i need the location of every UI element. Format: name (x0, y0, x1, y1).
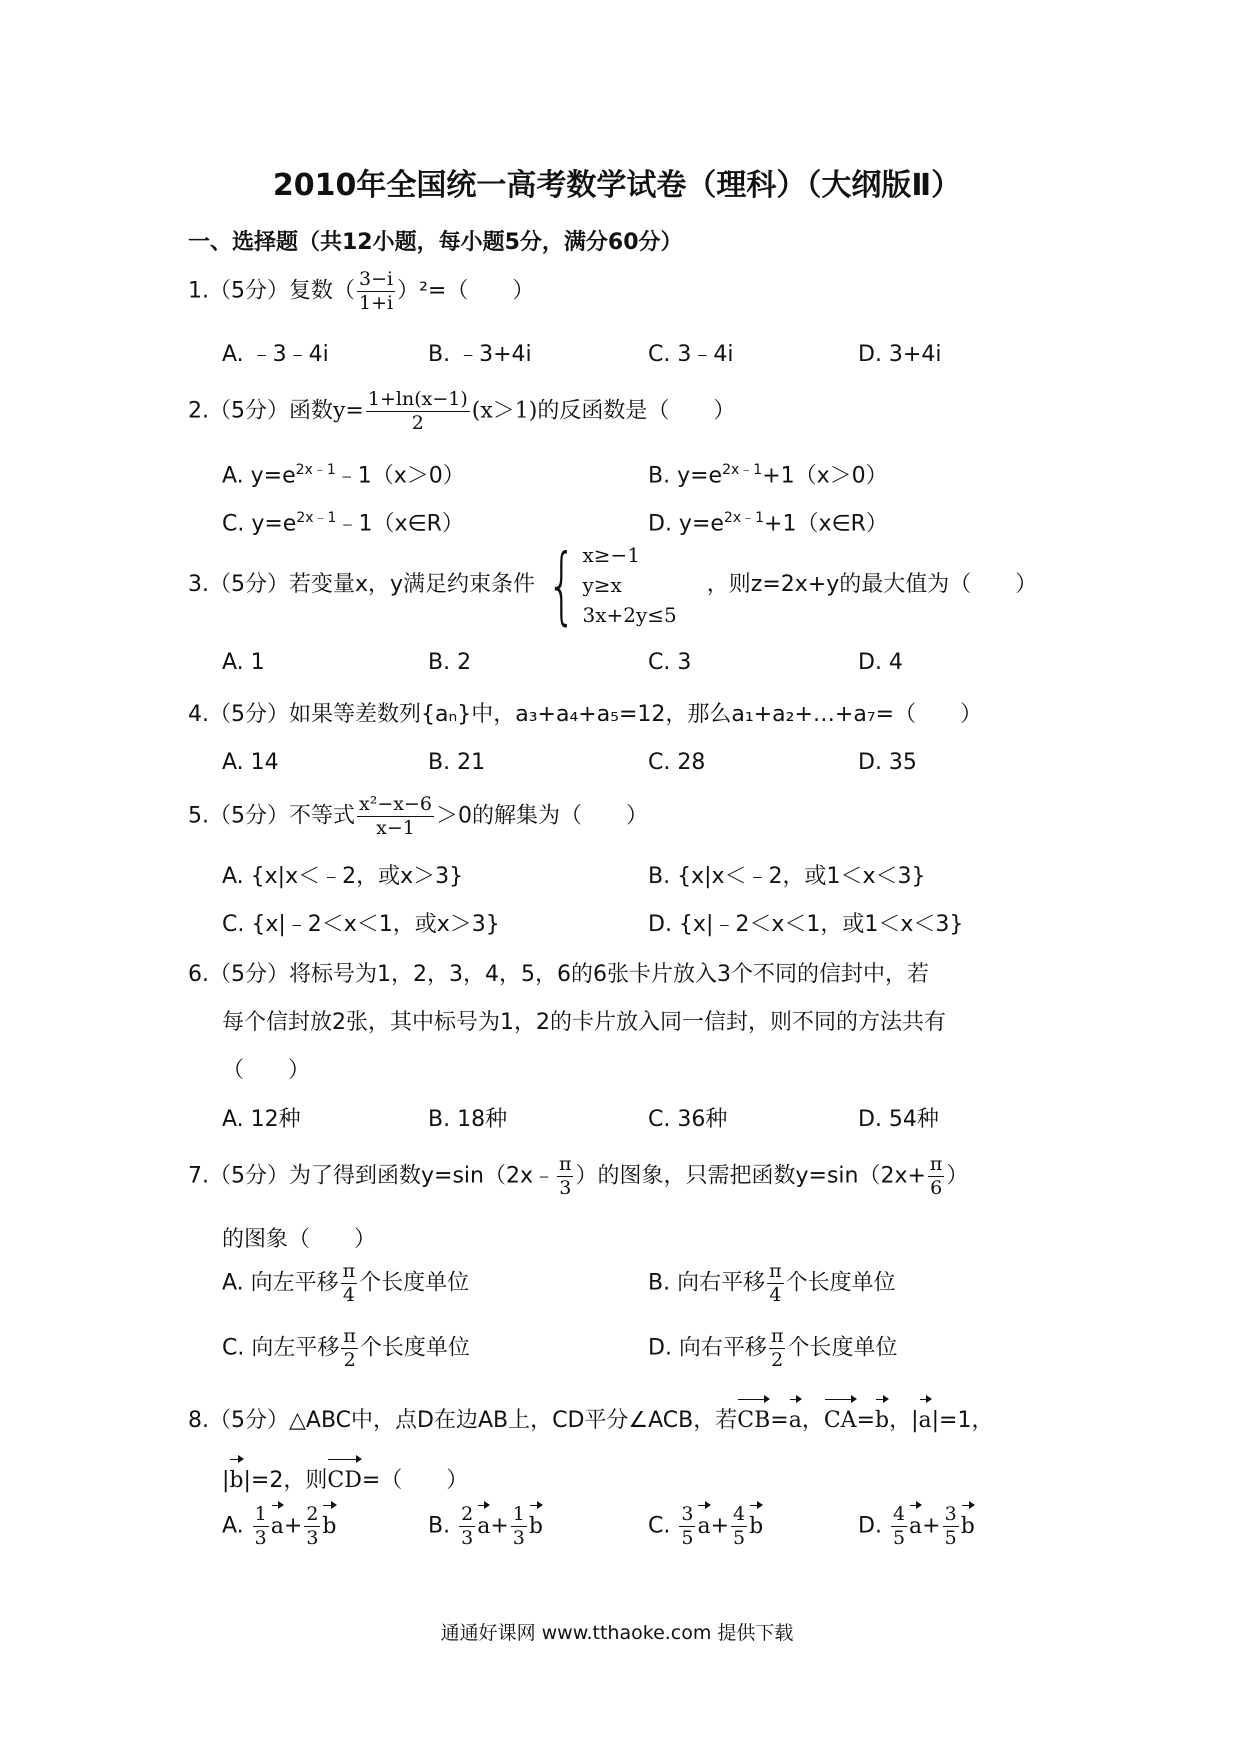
question-1-option-c: C. 3﹣4i (648, 342, 734, 367)
brace-symbol: { (547, 536, 577, 634)
fraction: $\frac{\pi}{4}$ (769, 1260, 782, 1306)
section-heading: 一、选择题（共12小题，每小题5分，满分60分） (188, 230, 683, 255)
vector-cd: CD (327, 1460, 361, 1496)
question-6-option-a: A. 12种 (222, 1107, 301, 1132)
fraction: $\frac{\pi}{6}$ (929, 1153, 943, 1199)
fraction: $\frac{1+\ln(x-1)}{2}$ (367, 388, 468, 434)
vector-a: a (477, 1506, 490, 1542)
vector-a: a (909, 1506, 922, 1542)
question-1-option-b: B. ﹣3+4i (428, 342, 532, 367)
fraction: $\frac{3}{5}$ (681, 1503, 694, 1549)
vector-b: b (229, 1460, 243, 1496)
question-3-option-c: C. 3 (648, 650, 692, 675)
question-4-option-a: A. 14 (222, 750, 279, 775)
fraction: $\frac{4}{5}$ (892, 1503, 906, 1549)
question-5-option-c: C. {x|﹣2＜x＜1，或x＞3} (222, 912, 500, 937)
fraction: $\frac{2}{3}$ (306, 1503, 319, 1549)
question-6-line-1: 6.（5分）将标号为1，2，3，4，5，6的6张卡片放入3个不同的信封中，若 (188, 962, 929, 987)
question-1-option-d: D. 3+4i (858, 342, 942, 367)
question-6-option-b: B. 18种 (428, 1107, 508, 1132)
fraction: $\frac{4}{5}$ (733, 1503, 746, 1549)
footer-credit: 通通好课网 www.tthaoke.com 提供下载 (440, 1622, 794, 1644)
page-title: 2010年全国统一高考数学试卷（理科）（大纲版Ⅱ） (272, 168, 962, 203)
question-8-option-c: C. $\frac{3}{5}$ a+ $\frac{4}{5}$ b (648, 1503, 764, 1549)
question-3-option-d: D. 4 (858, 650, 903, 675)
question-4-stem: 4.（5分）如果等差数列{aₙ}中，a₃+a₄+a₅=12，那么a₁+a₂+…+a₇=（ ） (188, 702, 983, 727)
question-2-option-b: B. $y=e^{2x﹣1}+1(x>0)$ (648, 462, 888, 489)
vector-b: b (322, 1506, 336, 1542)
question-1-stem: 1.（5分）复数（ $\frac{3-i}{1+i}$ ）²=（ ） (188, 268, 535, 314)
question-5-option-a: A. {x|x＜﹣2，或x＞3} (222, 864, 464, 889)
fraction: $\frac{3}{5}$ (944, 1503, 957, 1549)
vector-b: b (961, 1506, 975, 1542)
question-6-option-c: C. 36种 (648, 1107, 728, 1132)
question-2-option-a: A. $y=e^{2x﹣1}﹣1(x>0)$ (222, 462, 465, 489)
question-7-option-d: D. 向右平移 $\frac{\pi}{2}$ 个长度单位 (648, 1325, 898, 1371)
vector-cb: CB (737, 1400, 770, 1436)
fraction: $\frac{1}{3}$ (512, 1503, 525, 1549)
fraction: $\frac{\text{x²−x−6}}{x-1}$ (359, 793, 432, 839)
question-6-line-3: （ ） (222, 1058, 311, 1083)
question-3-stem: 3.（5分）若变量x，y满足约束条件 { x≥−1 y≥x 3x+2y≤5 ，则z=2x+y的最大值为（ ） (188, 536, 1038, 634)
vector-ca: CA (824, 1400, 857, 1436)
fraction: $\frac{3-i}{1+i}$ (359, 268, 394, 314)
question-8-option-b: B. $\frac{2}{3}$ a+ $\frac{1}{3}$ b (428, 1503, 543, 1549)
question-3-option-a: A. 1 (222, 650, 265, 675)
question-2-option-c: C. $y=e^{2x﹣1}﹣1(x\in R)$ (222, 510, 464, 537)
question-7-stem: 7.（5分）为了得到函数y=sin（2x﹣ $\frac{\pi}{3}$ ）的图象，只需把函数y=sin（2x+ $\frac{\pi}{6}$ ） (188, 1153, 969, 1199)
fraction: $\frac{\pi}{2}$ (343, 1325, 356, 1371)
question-8-line-2: |b|=2，则CD=（ ） (222, 1460, 468, 1496)
question-7-option-b: B. 向右平移 $\frac{\pi}{4}$ 个长度单位 (648, 1260, 896, 1306)
question-2-stem: 2.（5分）函数y= $\frac{1+\ln(x-1)}{2}$ (x＞1)的反函数是（ ） (188, 388, 736, 434)
vector-b: b (875, 1400, 889, 1436)
fraction: $\frac{\pi}{3}$ (558, 1153, 572, 1199)
fraction: $\frac{2}{3}$ (461, 1503, 474, 1549)
fraction: $\frac{\pi}{4}$ (342, 1260, 356, 1306)
question-8-option-a: A. $\frac{1}{3}$ a+ $\frac{2}{3}$ b (222, 1503, 337, 1549)
question-5-option-d: D. {x|﹣2＜x＜1，或1＜x＜3} (648, 912, 964, 937)
question-2-option-d: D. $y=e^{2x﹣1}+1(x\in R)$ (648, 510, 888, 537)
question-6-line-2: 每个信封放2张，其中标号为1，2的卡片放入同一信封，则不同的方法共有 (222, 1010, 946, 1035)
vector-b: b (749, 1506, 763, 1542)
question-5-option-b: B. {x|x＜﹣2，或1＜x＜3} (648, 864, 926, 889)
fraction: $\frac{\pi}{2}$ (770, 1325, 784, 1371)
vector-a: a (697, 1506, 710, 1542)
question-4-option-b: B. 21 (428, 750, 486, 775)
question-7-option-c: C. 向左平移 $\frac{\pi}{2}$ 个长度单位 (222, 1325, 470, 1371)
question-1-option-a: A. ﹣3﹣4i (222, 342, 329, 367)
question-5-stem: 5.（5分）不等式 $\frac{\text{x²−x−6}}{x-1}$ ＞0的解集为（ ） (188, 793, 648, 839)
vector-a: a (919, 1400, 932, 1436)
vector-a: a (789, 1400, 802, 1436)
question-7-line-2: 的图象（ ） (222, 1227, 377, 1252)
question-4-option-d: D. 35 (858, 750, 917, 775)
vector-b: b (529, 1506, 543, 1542)
question-6-option-d: D. 54种 (858, 1107, 939, 1132)
question-8-option-d: D. $\frac{4}{5}$ a+ $\frac{3}{5}$ b (858, 1503, 975, 1549)
vector-a: a (271, 1506, 284, 1542)
question-3-option-b: B. 2 (428, 650, 472, 675)
constraint-system: x≥−1 y≥x 3x+2y≤5 (582, 543, 677, 627)
question-8-line-1: 8.（5分）△ABC中，点D在边AB上，CD平分∠ACB，若CB=a，CA=b，|a|=1， (188, 1400, 993, 1436)
question-7-option-a: A. 向左平移 $\frac{\pi}{4}$ 个长度单位 (222, 1260, 470, 1306)
question-4-option-c: C. 28 (648, 750, 706, 775)
fraction: $\frac{1}{3}$ (254, 1503, 267, 1549)
